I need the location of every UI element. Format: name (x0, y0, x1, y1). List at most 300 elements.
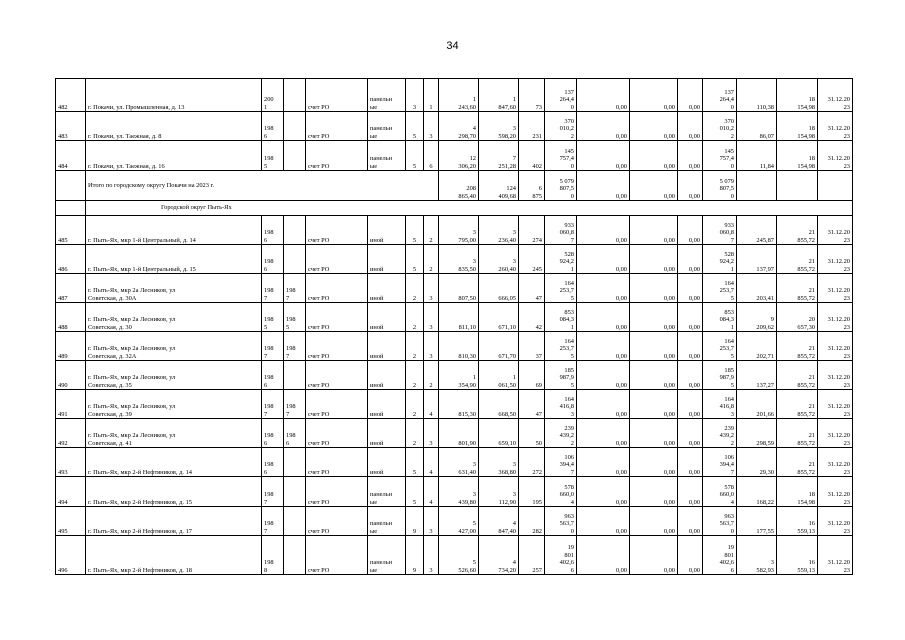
last-repair-year: 198 5 (284, 303, 306, 332)
specific-cost: 201,66 (737, 390, 777, 419)
fund-local: 0,00 (678, 536, 703, 575)
residents: 69 (519, 361, 545, 390)
repair-cost: 137 264,4 0 (545, 79, 577, 112)
completion-date: 31.12.20 23 (818, 477, 853, 507)
area-total: 815,30 (439, 390, 479, 419)
area-living: 7 251,28 (479, 141, 519, 171)
funding-method: счет РО (306, 245, 368, 274)
table-row (56, 245, 853, 274)
fund-local: 0,00 (678, 448, 703, 477)
funding-method: счет РО (306, 361, 368, 390)
commissioning-year: 198 7 (262, 477, 284, 507)
fund-federal: 0,00 (577, 390, 630, 419)
specific-cost: 9 209,62 (737, 303, 777, 332)
funding-method: счет РО (306, 390, 368, 419)
owners-funds: 933 060,8 7 (703, 216, 737, 245)
residents: 282 (519, 507, 545, 536)
total-fund-federal: 0,00 (577, 171, 630, 201)
row-number: 483 (56, 112, 86, 141)
cost-limit: 18 154,98 (777, 141, 818, 171)
total-row (56, 171, 853, 201)
cost-limit: 21 855,72 (777, 274, 818, 303)
area-living: 3 236,40 (479, 216, 519, 245)
floors: 5 (406, 448, 424, 477)
fund-federal: 0,00 (577, 448, 630, 477)
last-repair-year (284, 448, 306, 477)
table-row (56, 112, 853, 141)
row-number: 487 (56, 274, 86, 303)
last-repair-year (284, 141, 306, 171)
wall-material: иной (368, 245, 406, 274)
fund-regional: 0,00 (630, 448, 678, 477)
table-row (56, 419, 853, 448)
row-number: 482 (56, 79, 86, 112)
funding-method: счет РО (306, 332, 368, 361)
area-living: 3 260,40 (479, 245, 519, 274)
fund-federal: 0,00 (577, 274, 630, 303)
wall-material: иной (368, 332, 406, 361)
address: г. Пыть-Ях, мкр 2а Лесников, ул Советская, д. 39 (86, 390, 262, 419)
cost-limit: 18 154,98 (777, 79, 818, 112)
table-row (56, 361, 853, 390)
area-total: 1 243,60 (439, 79, 479, 112)
residents: 37 (519, 332, 545, 361)
funding-method: счет РО (306, 448, 368, 477)
fund-local: 0,00 (678, 507, 703, 536)
address: г. Пыть-Ях, мкр 2-й Нефтяников, д. 15 (86, 477, 262, 507)
specific-cost: 245,87 (737, 216, 777, 245)
owners-funds: 963 563,7 0 (703, 507, 737, 536)
repair-cost: 106 394,4 7 (545, 448, 577, 477)
fund-regional: 0,00 (630, 419, 678, 448)
total-cost: 5 079 807,5 0 (545, 171, 577, 201)
floors: 2 (406, 419, 424, 448)
completion-date: 31.12.20 23 (818, 274, 853, 303)
last-repair-year: 198 7 (284, 390, 306, 419)
cost-limit: 16 559,13 (777, 507, 818, 536)
total-label: Итого по городскому округу Покачи на 2023 г. (86, 171, 439, 201)
specific-cost: 177,55 (737, 507, 777, 536)
owners-funds: 578 660,0 4 (703, 477, 737, 507)
area-total: 807,50 (439, 274, 479, 303)
area-total: 801,90 (439, 419, 479, 448)
completion-date: 31.12.20 23 (818, 216, 853, 245)
cost-limit: 18 154,98 (777, 112, 818, 141)
repair-cost: 19 801 402,6 6 (545, 536, 577, 575)
floors: 2 (406, 390, 424, 419)
fund-federal: 0,00 (577, 303, 630, 332)
address: г. Пыть-Ях, мкр 2а Лесников, ул Советская, д. 32А (86, 332, 262, 361)
repair-cost: 164 253,7 5 (545, 332, 577, 361)
funding-method: счет РО (306, 477, 368, 507)
completion-date: 31.12.20 23 (818, 303, 853, 332)
owners-funds: 19 801 402,6 6 (703, 536, 737, 575)
cost-limit: 18 154,98 (777, 477, 818, 507)
specific-cost: 29,30 (737, 448, 777, 477)
table-row (56, 477, 853, 507)
fund-local: 0,00 (678, 477, 703, 507)
specific-cost: 202,71 (737, 332, 777, 361)
fund-regional: 0,00 (630, 303, 678, 332)
funding-method: счет РО (306, 274, 368, 303)
table-row (56, 332, 853, 361)
commissioning-year: 198 6 (262, 419, 284, 448)
entrances: 3 (424, 303, 439, 332)
owners-funds: 106 394,4 7 (703, 448, 737, 477)
fund-local: 0,00 (678, 245, 703, 274)
table-row (56, 216, 853, 245)
page-number: 34 (446, 40, 459, 52)
completion-date: 31.12.20 23 (818, 79, 853, 112)
owners-funds: 164 416,8 3 (703, 390, 737, 419)
wall-material: панельн ые (368, 477, 406, 507)
area-living: 1 061,50 (479, 361, 519, 390)
cost-limit: 21 855,72 (777, 361, 818, 390)
fund-federal: 0,00 (577, 216, 630, 245)
residents: 272 (519, 448, 545, 477)
table-row (56, 141, 853, 171)
commissioning-year: 198 7 (262, 274, 284, 303)
funding-method: счет РО (306, 419, 368, 448)
commissioning-year: 198 7 (262, 507, 284, 536)
fund-regional: 0,00 (630, 390, 678, 419)
fund-federal: 0,00 (577, 112, 630, 141)
residents: 42 (519, 303, 545, 332)
owners-funds: 185 987,9 5 (703, 361, 737, 390)
cost-limit: 21 855,72 (777, 245, 818, 274)
last-repair-year (284, 79, 306, 112)
fund-federal: 0,00 (577, 141, 630, 171)
address: г. Пыть-Ях, мкр 2-й Нефтяников, д. 14 (86, 448, 262, 477)
entrances: 3 (424, 332, 439, 361)
commissioning-year: 198 8 (262, 536, 284, 575)
address: г. Пыть-Ях, мкр 1-й Центральный, д. 14 (86, 216, 262, 245)
floors: 3 (406, 79, 424, 112)
entrances: 3 (424, 536, 439, 575)
specific-cost: 86,07 (737, 112, 777, 141)
completion-date: 31.12.20 23 (818, 361, 853, 390)
commissioning-year: 200 1 (262, 79, 284, 112)
cost-limit: 21 855,72 (777, 448, 818, 477)
last-repair-year (284, 112, 306, 141)
entrances: 2 (424, 216, 439, 245)
specific-cost: 11,84 (737, 141, 777, 171)
area-total: 810,30 (439, 332, 479, 361)
fund-regional: 0,00 (630, 332, 678, 361)
specific-cost: 298,59 (737, 419, 777, 448)
funding-method: счет РО (306, 507, 368, 536)
repair-cost: 963 563,7 0 (545, 507, 577, 536)
row-number: 486 (56, 245, 86, 274)
wall-material: иной (368, 361, 406, 390)
area-living: 3 598,20 (479, 112, 519, 141)
row-number: 491 (56, 390, 86, 419)
entrances: 3 (424, 274, 439, 303)
row-number: 488 (56, 303, 86, 332)
area-total: 5 427,00 (439, 507, 479, 536)
commissioning-year: 198 6 (262, 216, 284, 245)
repair-cost: 578 660,0 4 (545, 477, 577, 507)
commissioning-year: 198 7 (262, 332, 284, 361)
fund-regional: 0,00 (630, 477, 678, 507)
specific-cost: 203,41 (737, 274, 777, 303)
residents: 257 (519, 536, 545, 575)
cost-limit: 21 855,72 (777, 332, 818, 361)
entrances: 4 (424, 448, 439, 477)
row-number: 485 (56, 216, 86, 245)
completion-date: 31.12.20 23 (818, 536, 853, 575)
repair-cost: 185 987,9 5 (545, 361, 577, 390)
fund-local: 0,00 (678, 79, 703, 112)
wall-material: панельн ые (368, 79, 406, 112)
fund-local: 0,00 (678, 303, 703, 332)
commissioning-year: 198 5 (262, 141, 284, 171)
last-repair-year (284, 507, 306, 536)
fund-regional: 0,00 (630, 141, 678, 171)
wall-material: панельн ые (368, 507, 406, 536)
fund-federal: 0,00 (577, 536, 630, 575)
address: г. Пыть-Ях, мкр 2-й Нефтяников, д. 17 (86, 507, 262, 536)
fund-regional: 0,00 (630, 274, 678, 303)
total-area-living: 124 409,68 (479, 171, 519, 201)
residents: 47 (519, 274, 545, 303)
area-total: 811,10 (439, 303, 479, 332)
cost-limit: 16 559,13 (777, 536, 818, 575)
wall-material: иной (368, 216, 406, 245)
repair-cost: 164 253,7 5 (545, 274, 577, 303)
cost-limit: 20 657,30 (777, 303, 818, 332)
fund-local: 0,00 (678, 361, 703, 390)
total-owners-funds: 5 079 807,5 0 (703, 171, 737, 201)
commissioning-year: 198 6 (262, 245, 284, 274)
address: г. Пыть-Ях, мкр 2а Лесников, ул Советская, д. 30 (86, 303, 262, 332)
owners-funds: 145 757,4 0 (703, 141, 737, 171)
completion-date: 31.12.20 23 (818, 141, 853, 171)
fund-federal: 0,00 (577, 79, 630, 112)
fund-regional: 0,00 (630, 112, 678, 141)
cost-limit: 21 855,72 (777, 390, 818, 419)
completion-date: 31.12.20 23 (818, 332, 853, 361)
owners-funds: 370 010,2 2 (703, 112, 737, 141)
fund-local: 0,00 (678, 332, 703, 361)
floors: 5 (406, 112, 424, 141)
last-repair-year (284, 536, 306, 575)
specific-cost: 110,38 (737, 79, 777, 112)
commissioning-year: 198 7 (262, 390, 284, 419)
area-total: 1 354,90 (439, 361, 479, 390)
cost-limit: 21 855,72 (777, 419, 818, 448)
floors: 2 (406, 361, 424, 390)
owners-funds: 164 253,7 5 (703, 332, 737, 361)
entrances: 1 (424, 79, 439, 112)
fund-local: 0,00 (678, 141, 703, 171)
owners-funds: 164 253,7 5 (703, 274, 737, 303)
entrances: 2 (424, 245, 439, 274)
total-area-total: 208 865,40 (439, 171, 479, 201)
housing-register-table (55, 78, 853, 575)
area-living: 666,05 (479, 274, 519, 303)
residents: 73 (519, 79, 545, 112)
table-row (56, 448, 853, 477)
fund-local: 0,00 (678, 216, 703, 245)
last-repair-year (284, 477, 306, 507)
fund-regional: 0,00 (630, 536, 678, 575)
wall-material: панельн ые (368, 112, 406, 141)
fund-regional: 0,00 (630, 79, 678, 112)
row-number: 492 (56, 419, 86, 448)
cell-empty (777, 171, 818, 201)
row-number: 489 (56, 332, 86, 361)
table-row (56, 274, 853, 303)
entrances: 2 (424, 361, 439, 390)
wall-material: иной (368, 274, 406, 303)
fund-regional: 0,00 (630, 216, 678, 245)
floors: 9 (406, 536, 424, 575)
address: г. Покачи, ул. Промышленная, д. 13 (86, 79, 262, 112)
cell-empty (737, 171, 777, 201)
last-repair-year (284, 361, 306, 390)
fund-local: 0,00 (678, 112, 703, 141)
address: г. Пыть-Ях, мкр 2-й Нефтяников, д. 18 (86, 536, 262, 575)
row-number: 484 (56, 141, 86, 171)
owners-funds: 528 924,2 1 (703, 245, 737, 274)
completion-date: 31.12.20 23 (818, 419, 853, 448)
fund-federal: 0,00 (577, 477, 630, 507)
total-residents: 6 875 (519, 171, 545, 201)
cost-limit: 21 855,72 (777, 216, 818, 245)
completion-date: 31.12.20 23 (818, 390, 853, 419)
repair-cost: 239 439,2 2 (545, 419, 577, 448)
address: г. Покачи, ул. Таежная, д. 16 (86, 141, 262, 171)
area-living: 3 368,80 (479, 448, 519, 477)
floors: 2 (406, 332, 424, 361)
residents: 231 (519, 112, 545, 141)
area-living: 4 847,40 (479, 507, 519, 536)
residents: 50 (519, 419, 545, 448)
residents: 402 (519, 141, 545, 171)
fund-federal: 0,00 (577, 361, 630, 390)
area-living: 4 734,20 (479, 536, 519, 575)
area-total: 12 306,20 (439, 141, 479, 171)
completion-date: 31.12.20 23 (818, 245, 853, 274)
fund-federal: 0,00 (577, 332, 630, 361)
cell-empty (818, 171, 853, 201)
area-living: 3 112,90 (479, 477, 519, 507)
row-number: 490 (56, 361, 86, 390)
last-repair-year (284, 245, 306, 274)
wall-material: иной (368, 419, 406, 448)
area-total: 3 439,80 (439, 477, 479, 507)
owners-funds: 137 264,4 0 (703, 79, 737, 112)
floors: 2 (406, 274, 424, 303)
fund-local: 0,00 (678, 390, 703, 419)
entrances: 4 (424, 477, 439, 507)
entrances: 3 (424, 507, 439, 536)
row-number: 495 (56, 507, 86, 536)
commissioning-year: 198 6 (262, 361, 284, 390)
row-number: 496 (56, 536, 86, 575)
area-living: 668,50 (479, 390, 519, 419)
last-repair-year: 198 7 (284, 332, 306, 361)
area-total: 3 835,50 (439, 245, 479, 274)
fund-regional: 0,00 (630, 245, 678, 274)
area-total: 4 298,70 (439, 112, 479, 141)
repair-cost: 933 060,8 7 (545, 216, 577, 245)
address: г. Пыть-Ях, мкр 2а Лесников, ул Советская, д. 35 (86, 361, 262, 390)
area-living: 1 847,60 (479, 79, 519, 112)
section-header-row (56, 201, 853, 216)
last-repair-year: 198 6 (284, 419, 306, 448)
completion-date: 31.12.20 23 (818, 507, 853, 536)
area-living: 671,10 (479, 303, 519, 332)
fund-federal: 0,00 (577, 245, 630, 274)
residents: 245 (519, 245, 545, 274)
area-total: 5 526,60 (439, 536, 479, 575)
commissioning-year: 198 6 (262, 112, 284, 141)
table-row (56, 536, 853, 575)
area-living: 659,10 (479, 419, 519, 448)
repair-cost: 145 757,4 0 (545, 141, 577, 171)
total-fund-regional: 0,00 (630, 171, 678, 201)
residents: 274 (519, 216, 545, 245)
completion-date: 31.12.20 23 (818, 112, 853, 141)
fund-regional: 0,00 (630, 361, 678, 390)
area-living: 671,70 (479, 332, 519, 361)
entrances: 3 (424, 419, 439, 448)
address: г. Пыть-Ях, мкр 2а Лесников, ул Советская, д. 41 (86, 419, 262, 448)
entrances: 6 (424, 141, 439, 171)
completion-date: 31.12.20 23 (818, 448, 853, 477)
fund-local: 0,00 (678, 274, 703, 303)
table-row (56, 79, 853, 112)
commissioning-year: 198 6 (262, 448, 284, 477)
floors: 5 (406, 141, 424, 171)
area-total: 3 795,00 (439, 216, 479, 245)
residents: 47 (519, 390, 545, 419)
specific-cost: 137,97 (737, 245, 777, 274)
wall-material: иной (368, 448, 406, 477)
floors: 5 (406, 245, 424, 274)
repair-cost: 853 084,3 1 (545, 303, 577, 332)
floors: 5 (406, 477, 424, 507)
funding-method: счет РО (306, 216, 368, 245)
funding-method: счет РО (306, 303, 368, 332)
specific-cost: 137,27 (737, 361, 777, 390)
specific-cost: 168,22 (737, 477, 777, 507)
repair-cost: 370 010,2 2 (545, 112, 577, 141)
wall-material: панельн ые (368, 536, 406, 575)
wall-material: иной (368, 390, 406, 419)
total-fund-local: 0,00 (678, 171, 703, 201)
section-title: Городской округ Пыть-Ях (86, 201, 853, 216)
repair-cost: 528 924,2 1 (545, 245, 577, 274)
floors: 2 (406, 303, 424, 332)
entrances: 3 (424, 112, 439, 141)
table-row (56, 507, 853, 536)
address: г. Пыть-Ях, мкр 2а Лесников, ул Советская, д. 30А (86, 274, 262, 303)
cell-empty (56, 201, 86, 216)
cell-empty (56, 171, 86, 201)
commissioning-year: 198 5 (262, 303, 284, 332)
last-repair-year: 198 7 (284, 274, 306, 303)
table-row (56, 303, 853, 332)
floors: 5 (406, 216, 424, 245)
owners-funds: 239 439,2 2 (703, 419, 737, 448)
fund-federal: 0,00 (577, 419, 630, 448)
wall-material: панельн ые (368, 141, 406, 171)
owners-funds: 853 084,3 1 (703, 303, 737, 332)
area-total: 3 631,40 (439, 448, 479, 477)
